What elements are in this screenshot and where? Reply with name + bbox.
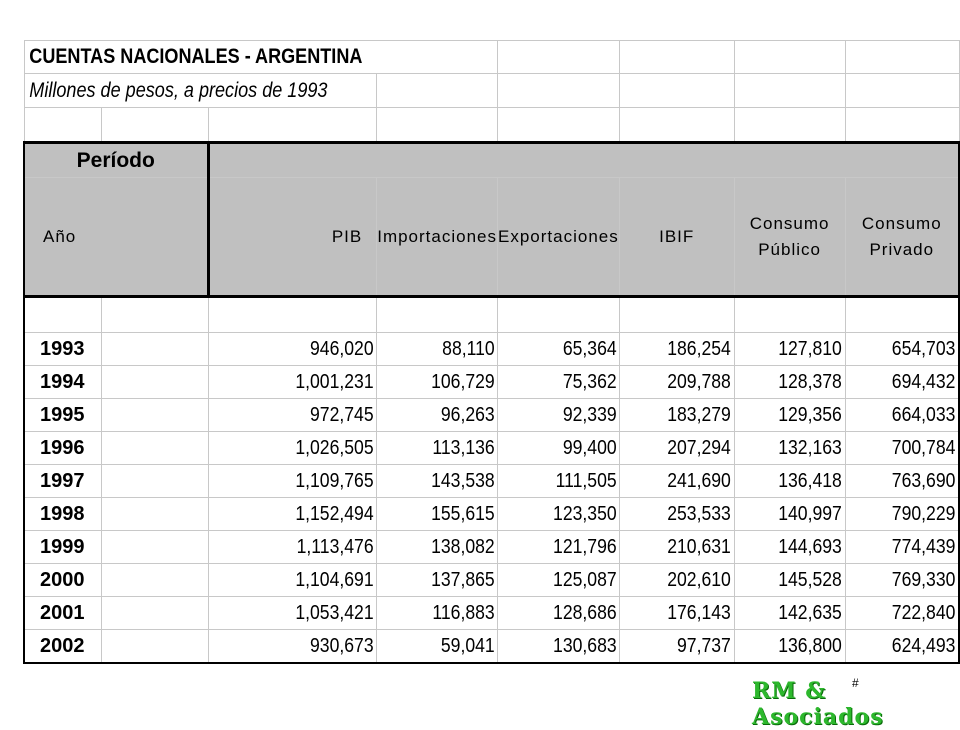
empty-cell [102,399,208,432]
value-cell-cpriv: 694,432 [859,366,959,399]
value-cell-pib: 930,673 [228,630,376,664]
year-cell: 2001 [24,597,102,630]
value-cell-cpub: 136,800 [747,630,845,664]
value-cell-cpub: 142,635 [747,597,845,630]
value-cell-exp: 125,087 [512,564,619,597]
value-cell-imp: 106,729 [391,366,497,399]
value-cell-exp: 111,505 [512,465,619,498]
value-cell-pib: 1,152,494 [228,498,376,531]
value-cell-imp: 116,883 [391,597,497,630]
value-cell-cpub: 140,997 [747,498,845,531]
value-cell-cpub: 136,418 [747,465,845,498]
value-cell-cpub: 128,378 [747,366,845,399]
value-cell-pib: 1,001,231 [228,366,376,399]
table-row [24,465,959,498]
value-cell-cpriv: 664,033 [859,399,959,432]
value-cell-ibif: 202,610 [633,564,734,597]
value-cell-imp: 137,865 [391,564,497,597]
header-pib: PIB [208,178,377,297]
spreadsheet [23,40,960,664]
table-row [24,597,959,630]
value-cell-pib: 1,109,765 [228,465,376,498]
empty-cell [102,333,208,366]
value-cell-exp: 121,796 [512,531,619,564]
value-cell-exp: 128,686 [512,597,619,630]
value-cell-pib: 1,026,505 [228,432,376,465]
value-cell-ibif: 241,690 [633,465,734,498]
value-cell-exp: 123,350 [512,498,619,531]
value-cell-ibif: 209,788 [633,366,734,399]
national-accounts-table [23,40,960,664]
value-cell-cpriv: 774,439 [859,531,959,564]
value-cell-cpriv: 700,784 [859,432,959,465]
value-cell-cpub: 145,528 [747,564,845,597]
table-row [24,432,959,465]
header-consumo-privado: Consumo Privado [845,178,959,297]
value-cell-ibif: 210,631 [633,531,734,564]
year-cell: 2000 [24,564,102,597]
header-consumo-publico: Consumo Público [734,178,845,297]
value-cell-ibif: 97,737 [633,630,734,664]
table-title: CUENTAS NACIONALES - ARGENTINA [28,45,362,68]
value-cell-imp: 113,136 [391,432,497,465]
value-cell-cpriv: 654,703 [859,333,959,366]
year-cell: 1995 [24,399,102,432]
value-cell-cpriv: 790,229 [859,498,959,531]
value-cell-cpub: 132,163 [747,432,845,465]
value-cell-cpriv: 763,690 [859,465,959,498]
header-importaciones: Importaciones [377,178,498,297]
value-cell-ibif: 253,533 [633,498,734,531]
table-row [24,531,959,564]
empty-cell [102,366,208,399]
value-cell-pib: 1,053,421 [228,597,376,630]
year-cell: 1994 [24,366,102,399]
value-cell-ibif: 183,279 [633,399,734,432]
value-cell-cpub: 127,810 [747,333,845,366]
empty-cell [102,432,208,465]
value-cell-imp: 143,538 [391,465,497,498]
table-title-cell [24,41,498,74]
value-cell-exp: 75,362 [512,366,619,399]
company-logo-text: RM & Asociados [752,678,884,730]
value-cell-imp: 88,110 [391,333,497,366]
value-cell-pib: 946,020 [228,333,376,366]
value-cell-cpriv: 624,493 [859,630,959,664]
year-cell: 1997 [24,465,102,498]
value-cell-cpub: 144,693 [747,531,845,564]
header-exportaciones: Exportaciones [498,178,620,297]
value-cell-imp: 59,041 [391,630,497,664]
value-cell-exp: 130,683 [512,630,619,664]
period-header: Período [24,143,208,178]
value-cell-imp: 96,263 [391,399,497,432]
year-cell: 1999 [24,531,102,564]
table-row [24,630,959,664]
header-year: Año [24,178,208,297]
value-cell-imp: 155,615 [391,498,497,531]
value-cell-pib: 1,104,691 [228,564,376,597]
table-subtitle: Millones de pesos, a precios de 1993 [28,78,327,102]
value-cell-ibif: 207,294 [633,432,734,465]
table-row [24,498,959,531]
table-subtitle-cell [24,74,377,108]
value-cell-cpriv: 722,840 [859,597,959,630]
value-cell-ibif: 176,143 [633,597,734,630]
empty-cell [102,564,208,597]
empty-cell [102,465,208,498]
year-cell: 1993 [24,333,102,366]
year-cell: 1996 [24,432,102,465]
value-cell-pib: 972,745 [228,399,376,432]
year-cell: 2002 [24,630,102,664]
value-cell-ibif: 186,254 [633,333,734,366]
header-ibif: IBIF [619,178,734,297]
value-cell-imp: 138,082 [391,531,497,564]
table-row [24,399,959,432]
value-cell-exp: 65,364 [512,333,619,366]
value-cell-cpriv: 769,330 [859,564,959,597]
table-row [24,333,959,366]
empty-cell [102,498,208,531]
value-cell-pib: 1,113,476 [228,531,376,564]
value-cell-cpub: 129,356 [747,399,845,432]
value-cell-exp: 99,400 [512,432,619,465]
empty-cell [102,597,208,630]
year-cell: 1998 [24,498,102,531]
empty-cell [102,531,208,564]
page-number-marker: # [852,676,859,690]
table-row [24,366,959,399]
value-cell-exp: 92,339 [512,399,619,432]
table-row [24,564,959,597]
empty-cell [102,630,208,664]
